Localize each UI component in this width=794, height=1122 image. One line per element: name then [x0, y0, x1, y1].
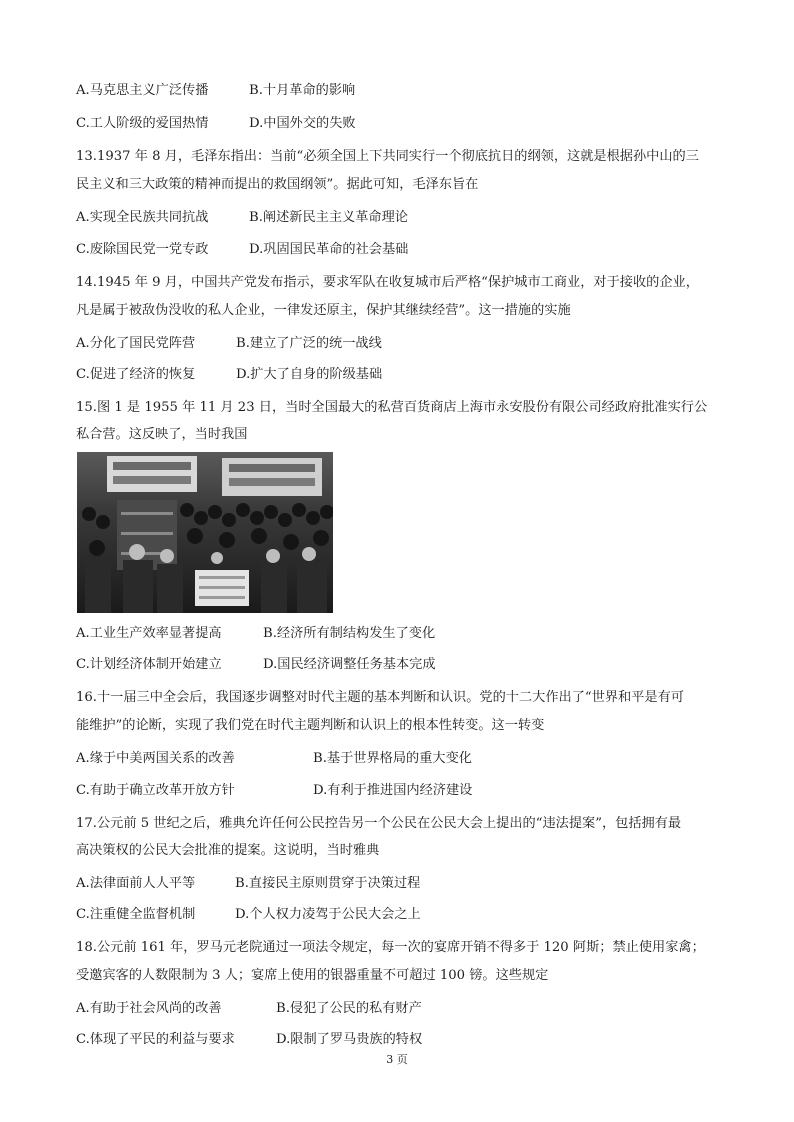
- q12-option-a: A.马克思主义广泛传播: [76, 83, 209, 98]
- q14-stem-line-2: 凡是属于被敌伪没收的私人企业，一律发还原主，保护其继续经营”。这一措施的实施: [76, 303, 571, 318]
- q15-stem-line-2: 私合营。这反映了，当时我国: [76, 427, 248, 442]
- q13-stem-line-2: 民主义和三大政策的精神而提出的救国纲领”。据此可知，毛泽东旨在: [76, 177, 479, 192]
- q16-option-c: C.有助于确立改革开放方针: [76, 783, 235, 798]
- q12-option-b: B.十月革命的影响: [249, 83, 356, 98]
- q18-stem-line-1: 18.公元前 161 年，罗马元老院通过一项法令规定，每一次的宴席开销不得多于 120 阿斯；禁止使用家禽；: [76, 940, 705, 955]
- page-number: 3 页: [386, 1053, 408, 1066]
- q16-option-b: B.基于世界格局的重大变化: [313, 751, 472, 766]
- q16-option-a: A.缘于中美两国关系的改善: [76, 751, 235, 766]
- q15-option-b: B.经济所有制结构发生了变化: [263, 626, 436, 641]
- q17-stem-line-1: 17.公元前 5 世纪之后，雅典允许任何公民控告另一个公民在公民大会上提出的“违法提案”，包括拥有最: [76, 816, 682, 831]
- q13-option-b: B.阐述新民主主义革命理论: [249, 210, 408, 225]
- q12-option-c: C.工人阶级的爱国热情: [76, 116, 209, 131]
- q16-stem-line-1: 16.十一届三中全会后，我国逐步调整对时代主题的基本判断和认识。党的十二大作出了“世界和平是有可: [76, 690, 684, 705]
- figure-1-photo: [77, 452, 333, 613]
- q17-stem-line-2: 高决策权的公民大会批准的提案。这说明，当时雅典: [76, 843, 380, 858]
- q17-option-b: B.直接民主原则贯穿于决策过程: [235, 876, 421, 891]
- q14-stem-line-1: 14.1945 年 9 月，中国共产党发布指示，要求军队在收复城市后严格“保护城市工商业，对于接收的企业，: [76, 275, 699, 290]
- q14-option-c: C.促进了经济的恢复: [76, 367, 196, 382]
- q13-option-c: C.废除国民党一党专政: [76, 242, 209, 257]
- q18-stem-line-2: 受邀宾客的人数限制为 3 人；宴席上使用的银器重量不可超过 100 镑。这些规定: [76, 968, 549, 983]
- q17-option-d: D.个人权力凌驾于公民大会之上: [235, 907, 421, 922]
- q15-option-c: C.计划经济体制开始建立: [76, 657, 222, 672]
- q18-option-a: A.有助于社会风尚的改善: [76, 1001, 222, 1016]
- q12-option-d: D.中国外交的失败: [249, 116, 356, 131]
- q15-option-d: D.国民经济调整任务基本完成: [263, 657, 436, 672]
- q16-option-d: D.有利于推进国内经济建设: [313, 783, 473, 798]
- q15-option-a: A.工业生产效率显著提高: [76, 626, 222, 641]
- q18-option-d: D.限制了罗马贵族的特权: [276, 1032, 423, 1047]
- q13-option-d: D.巩固国民革命的社会基础: [249, 242, 409, 257]
- q15-stem-line-1: 15.图 1 是 1955 年 11 月 23 日，当时全国最大的私营百货商店上海市永安股份有限公司经政府批准实行公: [76, 400, 708, 415]
- q17-option-c: C.注重健全监督机制: [76, 907, 196, 922]
- q14-option-d: D.扩大了自身的阶级基础: [236, 367, 383, 382]
- q14-option-a: A.分化了国民党阵营: [76, 336, 196, 351]
- q13-option-a: A.实现全民族共同抗战: [76, 210, 209, 225]
- q14-option-b: B.建立了广泛的统一战线: [236, 336, 382, 351]
- q13-stem-line-1: 13.1937 年 8 月，毛泽东指出：当前“必须全国上下共同实行一个彻底抗日的纲领，这就是根据孙中山的三: [76, 149, 699, 164]
- q16-stem-line-2: 能维护”的论断，实现了我们党在时代主题判断和认识上的根本性转变。这一转变: [76, 718, 545, 733]
- photo-illustration: [77, 452, 333, 613]
- q18-option-b: B.侵犯了公民的私有财产: [276, 1001, 422, 1016]
- q17-option-a: A.法律面前人人平等: [76, 876, 196, 891]
- q18-option-c: C.体现了平民的利益与要求: [76, 1032, 235, 1047]
